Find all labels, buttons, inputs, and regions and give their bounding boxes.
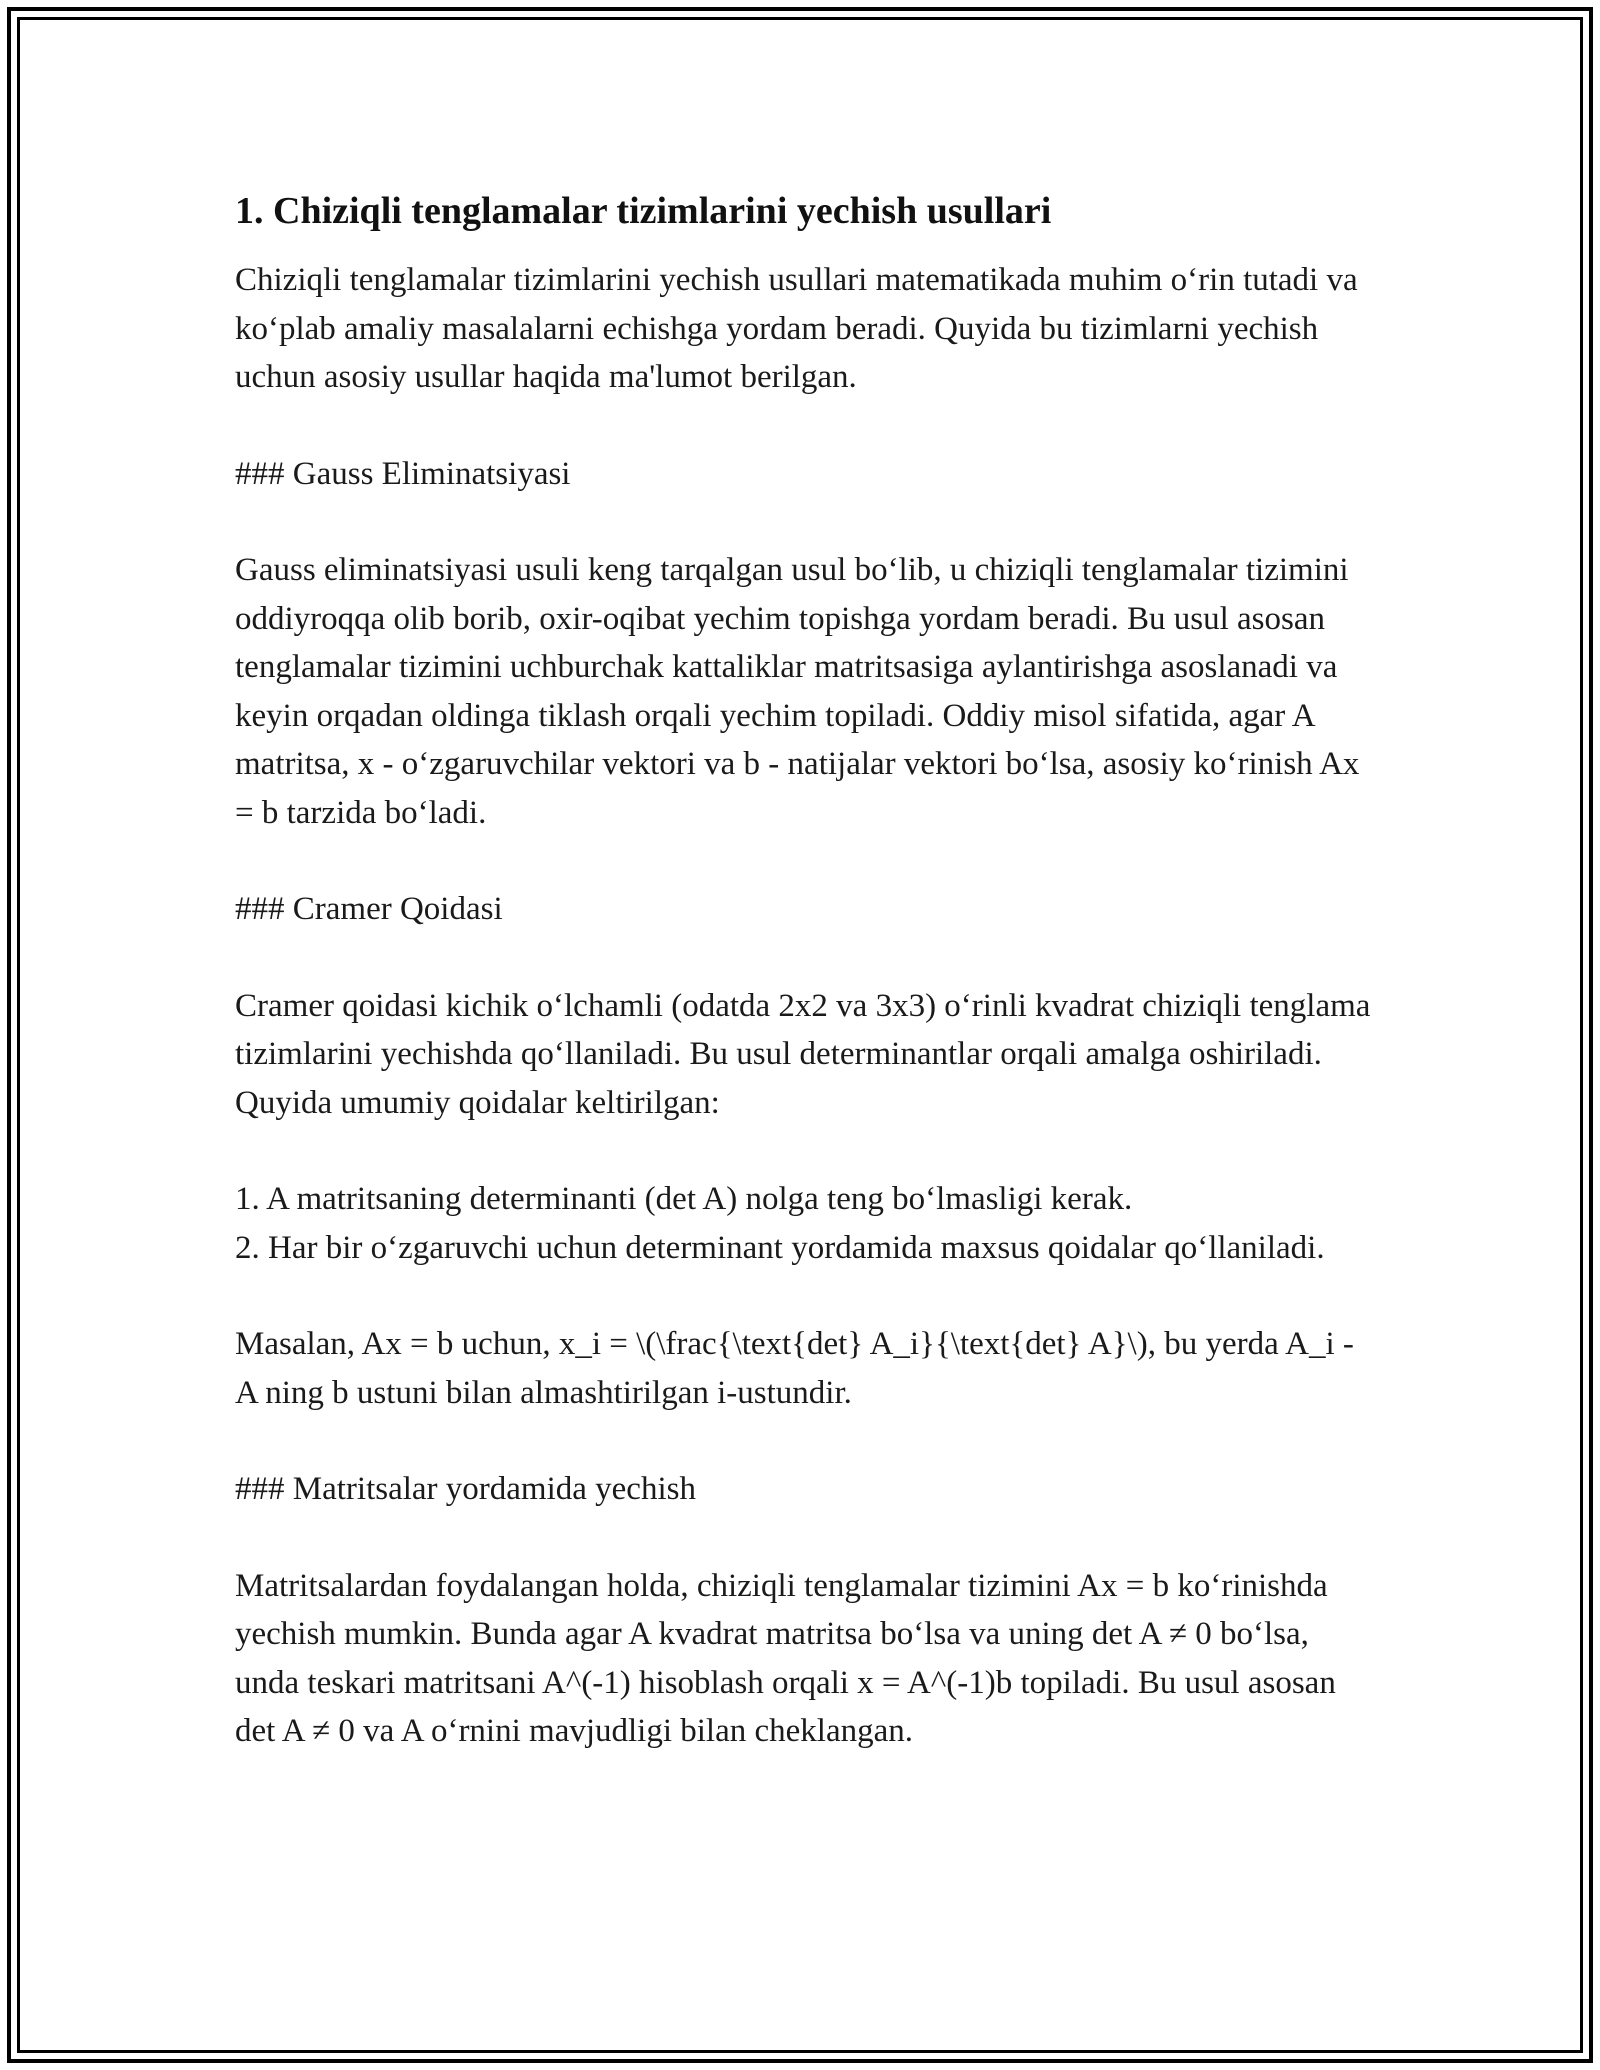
section-body-matrix: Matritsalardan foydalangan holda, chiziqli tenglamalar tizimini Ax = b ko‘rinishda yechish mumkin. Bunda agar A kvadrat matritsa bo‘lsa va uning det A ≠ 0 bo‘lsa, unda teskari matritsani A^(-1) hisoblash orqali x = A^(-1)b topiladi. Bu usul asosan det A ≠ 0 va A o‘rnini mavjudligi bilan cheklangan. (235, 1567, 1336, 1749)
section-body-gauss: Gauss eliminatsiyasi usuli keng tarqalgan usul bo‘lib, u chiziqli tenglamalar tizimini oddiyroqqa olib borib, oxir-oqibat yechim topishga yordam beradi. Bu usul asosan tenglamalar tizimini uchburchak kattaliklar matritsasiga aylantirishga asoslanadi va keyin orqadan oldinga tiklash orqali yechim topiladi. Oddiy misol sifatida, agar A matritsa, x - o‘zgaruvchilar vektori va b - natijalar vektori bo‘lsa, asosiy ko‘rinish Ax = b tarzida bo‘ladi. (235, 552, 1360, 831)
intro-paragraph: Chiziqli tenglamalar tizimlarini yechish usullari matematikada muhim o‘rin tutadi va ko‘plab amaliy masalalarni echishga yordam beradi. Quyida bu tizimlarni yechish uchun asosiy usullar haqida ma'lumot berilgan. (235, 262, 1358, 395)
cramer-rules-list (235, 1175, 1375, 1272)
document-title: 1. Chiziqli tenglamalar tizimlarini yechish usullari (235, 190, 1052, 232)
list-item: 1. A matritsaning determinanti (det A) nolga teng bo‘lmasligi kerak. (235, 1181, 1133, 1217)
section-body-cramer: Cramer qoidasi kichik o‘lchamli (odatda 2x2 va 3x3) o‘rinli kvadrat chiziqli tenglama tizimlarini yechishda qo‘llaniladi. Bu usul determinantlar orqali amalga oshiriladi. Quyida umumiy qoidalar keltirilgan: (235, 987, 1371, 1121)
section-heading-cramer: ### Cramer Qoidasi (235, 891, 503, 927)
section-heading-gauss: ### Gauss Eliminatsiyasi (235, 455, 571, 492)
list-item: 2. Har bir o‘zgaruvchi uchun determinant yordamida maxsus qoidalar qo‘llaniladi. (235, 1229, 1325, 1266)
cramer-example-paragraph: Masalan, Ax = b uchun, x_i = \(\frac{\text{det} A_i}{\text{det} A}\), bu yerda A_i - A ning b ustuni bilan almashtirilgan i-ustundir. (235, 1326, 1354, 1411)
section-heading-matrix: ### Matritsalar yordamida yechish (235, 1471, 696, 1507)
document-body (235, 186, 1375, 1804)
